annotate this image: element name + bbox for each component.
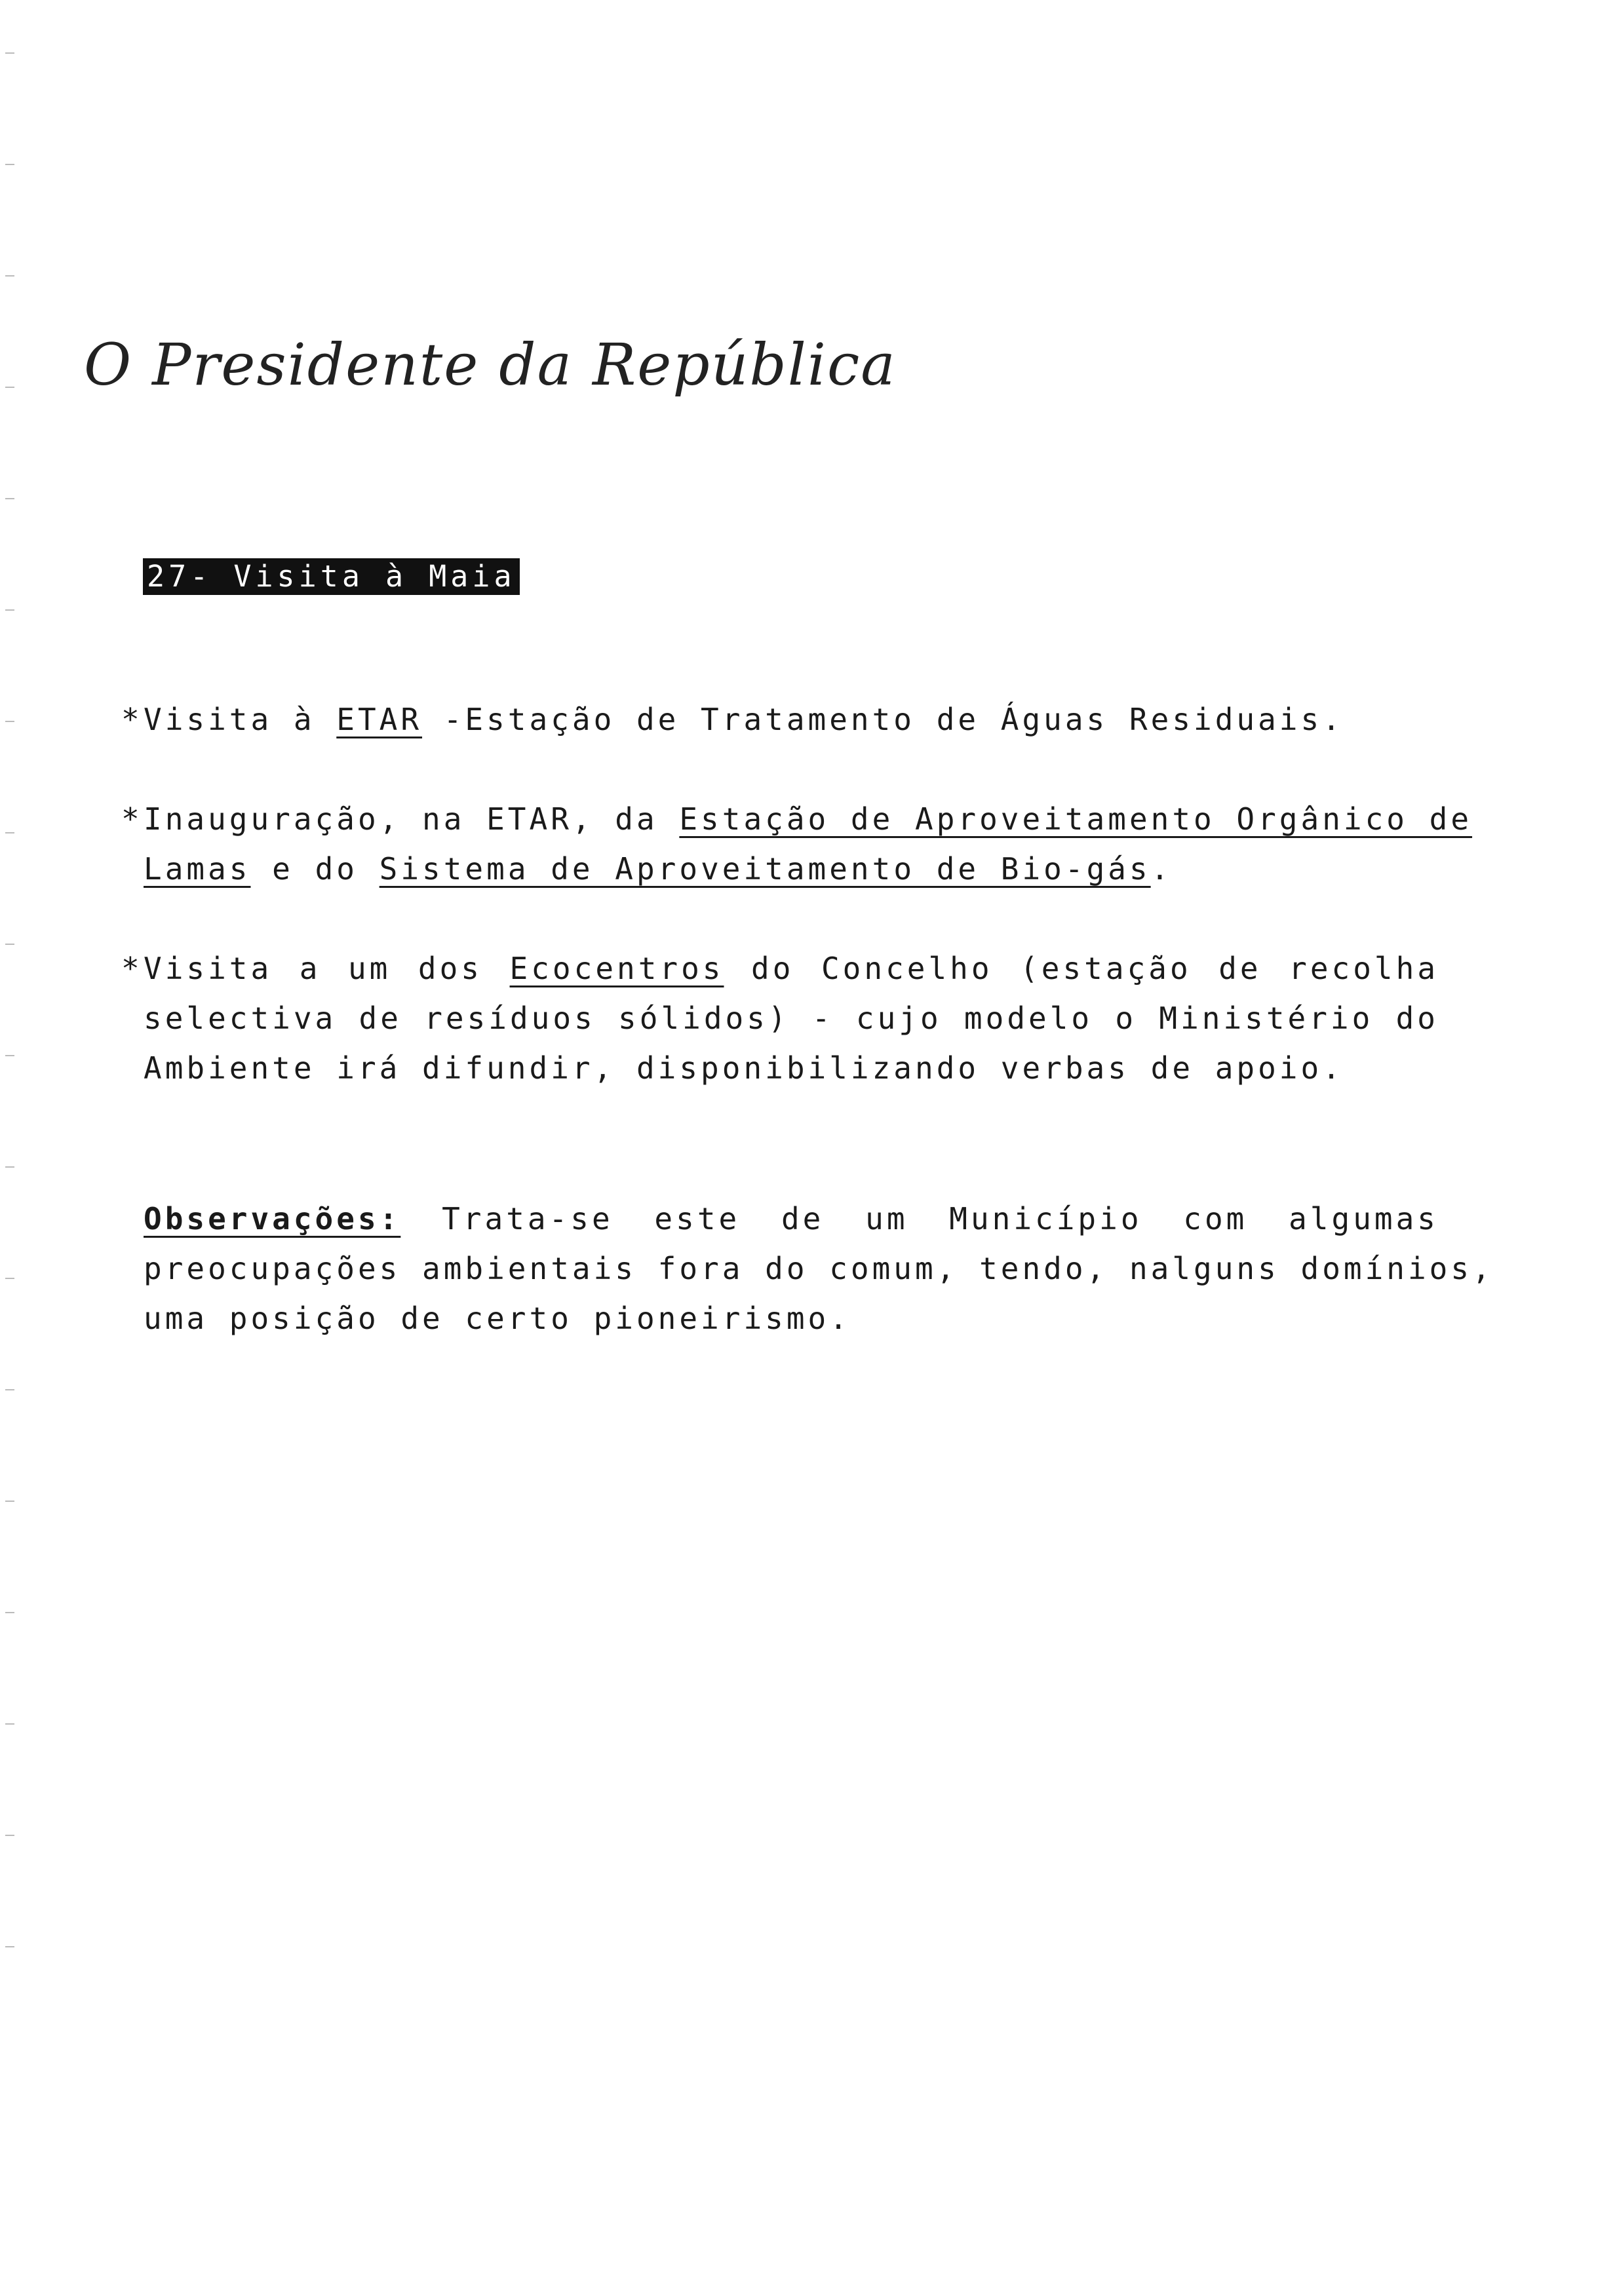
item-ecocentros <box>121 944 1439 1093</box>
scan-margin-marks <box>5 0 18 2296</box>
text-segment: Ambiente irá difundir, disponibilizando verbas de apoio. <box>144 1050 1344 1086</box>
text-segment: -Estação de Tratamento de Águas Residuais. <box>422 702 1344 737</box>
item-line <box>121 993 1439 1043</box>
item-inauguration <box>121 794 1473 894</box>
letterhead: O Presidente da República <box>84 331 897 398</box>
text-segment: e do <box>250 851 379 887</box>
observations-line: preocupações ambientais fora do comum, tendo, nalguns domínios, <box>144 1251 1494 1286</box>
observations-label: Observações: <box>144 1201 401 1236</box>
text-segment-underlined: Lamas <box>144 851 251 887</box>
observations-text: Trata-se este de um Município com algumas <box>400 1201 1439 1236</box>
section-title: 27- Visita à Maia <box>143 558 520 595</box>
observations-paragraph <box>121 1194 1494 1343</box>
item-line <box>121 944 1439 993</box>
text-segment: Inauguração, na ETAR, da <box>144 801 680 837</box>
observations-line: uma posição de certo pioneirismo. <box>144 1301 851 1336</box>
text-segment: . <box>1150 851 1173 887</box>
bullet-asterisk: * <box>121 702 143 737</box>
text-segment-underlined: ETAR <box>336 702 423 737</box>
item-line <box>121 695 1439 744</box>
item-line <box>121 1043 1439 1093</box>
text-segment-underlined: Estação de Aproveitamento Orgânico de <box>679 801 1473 837</box>
text-segment: selectiva de resíduos sólidos) - cujo modelo o Ministério do <box>144 1001 1439 1036</box>
text-segment-underlined: Ecocentros <box>509 951 724 986</box>
observations-line <box>144 1194 1439 1244</box>
item-etar-visit <box>121 695 1439 744</box>
text-segment: Visita à <box>144 702 337 737</box>
text-segment: do Concelho (estação de recolha <box>724 951 1439 986</box>
text-segment: Visita a um dos <box>144 951 510 986</box>
text-segment-underlined: Sistema de Aproveitamento de Bio-gás <box>379 851 1151 887</box>
item-line <box>121 794 1473 844</box>
bullet-asterisk: * <box>121 801 143 837</box>
bullet-asterisk: * <box>121 951 143 986</box>
item-line <box>121 844 1439 894</box>
